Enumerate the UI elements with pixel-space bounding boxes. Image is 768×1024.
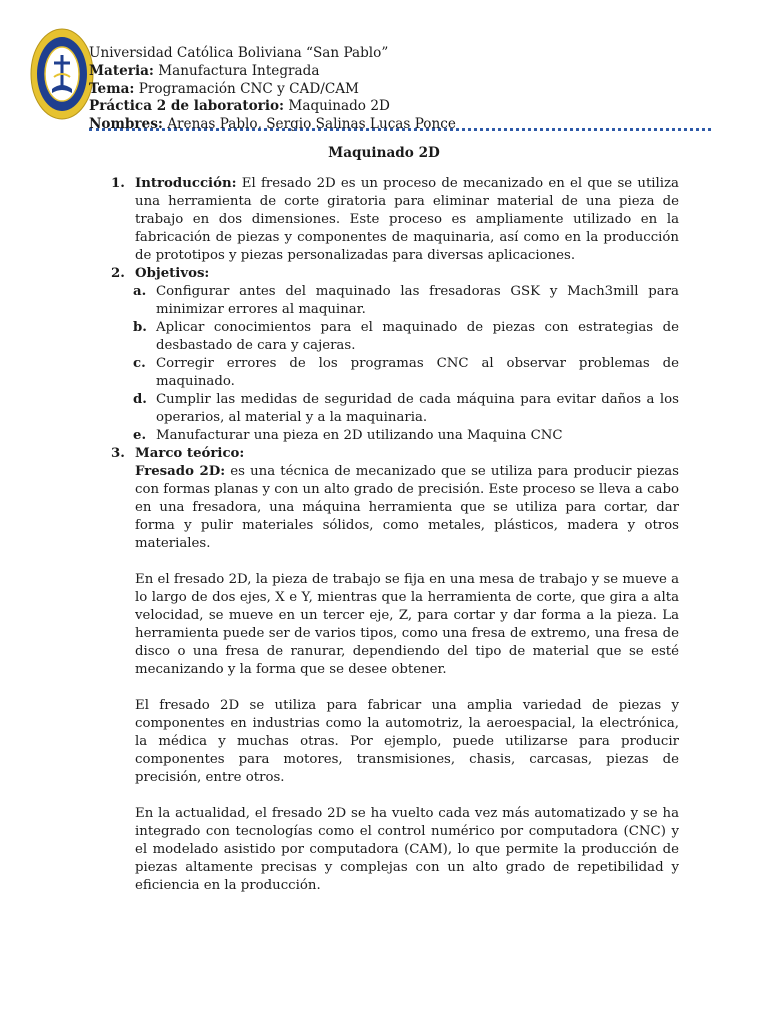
section-number: 2. bbox=[111, 266, 125, 281]
item-text: Manufacturar una pieza en 2D utilizando una Maquina CNC bbox=[156, 428, 563, 443]
marco-paragraph: En la actualidad, el fresado 2D se ha vuelto cada vez más automatizado y se ha integrado con tecnologías como el control numérico por computadora (CNC) y el modelado asistido por computadora (CAM), lo que permite la producción de piezas altamente precisas y complejas con un alto grado de repetibilidad y eficiencia en la producción. bbox=[135, 806, 679, 893]
section-introduccion bbox=[111, 175, 679, 265]
practica-line bbox=[89, 98, 456, 116]
lead-text: es una técnica de mecanizado que se utiliza para producir piezas con formas planas y con un alto grado de precisión. Este proceso se lleva a cabo en una fresadora, una máquina herramienta que se utiliza para cortar, dar forma y pulir materiales sólidos, como metales, plásticos, madera y otros materiales. bbox=[135, 464, 679, 551]
item-text: Cumplir las medidas de seguridad de cada máquina para evitar daños a los operarios, al material y a la maquinaria. bbox=[156, 392, 679, 425]
nombres-label: Nombres: bbox=[89, 116, 163, 133]
materia-label: Materia: bbox=[89, 62, 154, 79]
list-item bbox=[133, 355, 679, 391]
section-heading: Marco teórico: bbox=[135, 446, 245, 461]
document-header bbox=[89, 45, 456, 134]
practica-value: Maquinado 2D bbox=[288, 98, 390, 115]
university-seal-logo bbox=[30, 27, 94, 121]
section-objetivos bbox=[111, 265, 679, 283]
nombres-line bbox=[89, 116, 456, 134]
list-item bbox=[133, 283, 679, 319]
marco-lead-paragraph bbox=[135, 463, 679, 553]
section-number: 1. bbox=[111, 176, 125, 191]
document-body bbox=[111, 175, 679, 895]
section-heading: Introducción: bbox=[135, 176, 237, 191]
lead-term: Fresado 2D: bbox=[135, 464, 226, 479]
header-divider bbox=[89, 128, 711, 131]
list-item bbox=[133, 391, 679, 427]
section-heading: Objetivos: bbox=[135, 266, 210, 281]
item-letter: a. bbox=[133, 284, 147, 299]
materia-value: Manufactura Integrada bbox=[158, 62, 320, 79]
list-item bbox=[133, 427, 679, 445]
materia-line bbox=[89, 63, 456, 81]
university-name: Universidad Católica Boliviana “San Pablo” bbox=[89, 45, 389, 61]
section-text: El fresado 2D es un proceso de mecanizado en el que se utiliza una herramienta de corte giratoria para eliminar material de una pieza de trabajo en dos dimensiones. Este proceso es ampliamente utilizado en la fabricación de piezas y componentes de maquinaria, así como en la producción de prototipos y piezas personalizadas para diversas aplicaciones. bbox=[135, 176, 679, 263]
item-text: Corregir errores de los programas CNC al observar problemas de maquinado. bbox=[156, 356, 679, 389]
practica-label: Práctica 2 de laboratorio: bbox=[89, 98, 285, 115]
item-text: Aplicar conocimientos para el maquinado de piezas con estrategias de desbastado de cara y cajeras. bbox=[156, 320, 679, 353]
objetivos-list bbox=[111, 283, 679, 445]
list-item bbox=[133, 319, 679, 355]
tema-value: Programación CNC y CAD/CAM bbox=[138, 80, 359, 97]
tema-line bbox=[89, 81, 456, 99]
item-letter: c. bbox=[133, 356, 146, 371]
section-marco-teorico bbox=[111, 445, 679, 895]
nombres-value: Arenas Pablo, Sergio Salinas Lucas Ponce bbox=[167, 116, 456, 133]
document-title: Maquinado 2D bbox=[328, 145, 440, 161]
item-text: Configurar antes del maquinado las fresadoras GSK y Mach3mill para minimizar errores al maquinar. bbox=[156, 284, 679, 317]
tema-label: Tema: bbox=[89, 80, 135, 97]
marco-paragraph: El fresado 2D se utiliza para fabricar una amplia variedad de piezas y componentes en industrias como la automotriz, la aeroespacial, la electrónica, la médica y muchas otras. Por ejemplo, puede utilizarse para producir componentes para motores, transmisiones, chasis, carcasas, piezas de precisión, entre otros. bbox=[135, 698, 679, 785]
item-letter: d. bbox=[133, 392, 147, 407]
marco-paragraph: En el fresado 2D, la pieza de trabajo se fija en una mesa de trabajo y se mueve a lo largo de dos ejes, X e Y, mientras que la herramienta de corte, que gira a alta velocidad, se mueve en un tercer eje, Z, para cortar y dar forma a la pieza. La herramienta puede ser de varios tipos, como una fresa de extremo, una fresa de disco o una fresa de ranurar, dependiendo del tipo de material que se esté mecanizando y la forma que se desee obtener. bbox=[135, 572, 679, 677]
item-letter: b. bbox=[133, 320, 147, 335]
item-letter: e. bbox=[133, 428, 147, 443]
section-number: 3. bbox=[111, 446, 125, 461]
